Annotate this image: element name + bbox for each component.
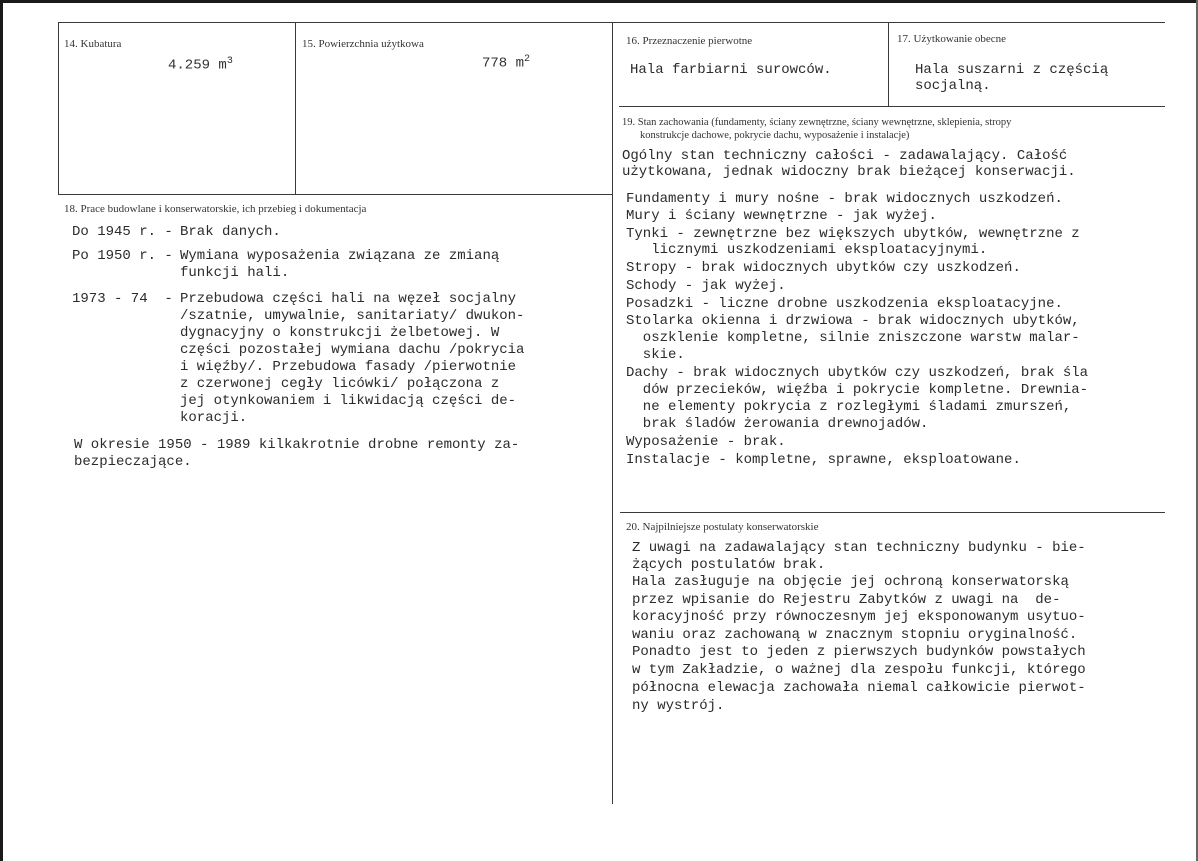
field-19-item-10: skie. — [626, 347, 685, 363]
grid-line-left — [58, 22, 59, 194]
field-19-item-8: Stolarka okienna i drzwiowa - brak widocznych ubytków, — [626, 313, 1080, 329]
field-20-line-8: w tym Zakładzie, o ważnej dla zespołu funkcji, którego — [632, 662, 1086, 678]
field-19-item-9: oszklenie kompletne, silnie zniszczone warstw malar- — [626, 330, 1080, 346]
field-20-line-1: Z uwagi na zadawalający stan techniczny budynku - bie- — [632, 540, 1086, 556]
field-20-line-3: Hala zasługuje na objęcie jej ochroną konserwatorską — [632, 574, 1069, 590]
field-18-entry-3-line-2: /szatnie, umywalnie, sanitariaty/ dwukon- — [180, 308, 525, 324]
field-19-intro-2: użytkowana, jednak widoczny brak bieżącej konserwacji. — [622, 164, 1076, 180]
grid-line-col3 — [888, 22, 889, 106]
field-18-entry-3-line-6: z czerwonej cegły licówki/ połączona z — [180, 376, 500, 392]
field-19-item-15: Wyposażenie - brak. — [626, 434, 786, 450]
field-14-value: 4.259 $m^3$ — [168, 56, 233, 74]
field-18-entry-3-line-7: jej otynkowaniem i likwidacją części de- — [180, 393, 517, 409]
field-19-item-12: dów przecieków, więźba i pokrycie kompletne. Drewnia- — [626, 382, 1089, 398]
field-20-line-10: ny wystrój. — [632, 698, 725, 714]
field-17-line-2: socjalną. — [915, 78, 991, 94]
field-18-entry-3-line-8: koracji. — [180, 410, 248, 426]
field-15-label: 15. Powierzchnia użytkowa — [302, 38, 424, 50]
field-18-entry-2-line-1: Wymiana wyposażenia związana ze zmianą — [180, 248, 500, 264]
field-17-label: 17. Użytkowanie obecne — [897, 33, 1007, 45]
field-18-label: 18. Prace budowlane i konserwatorskie, ich przebieg i dokumentacja — [64, 203, 367, 215]
field-19-item-14: brak śladów żerowania drewnojadów. — [626, 416, 929, 432]
field-17-line-1: Hala suszarni z częścią — [915, 62, 1109, 78]
field-18-entry-1-date: Do 1945 r. - — [72, 224, 173, 240]
field-19-item-6: Schody - jak wyżej. — [626, 278, 786, 294]
field-20-label: 20. Najpilniejsze postulaty konserwatorskie — [626, 521, 819, 533]
field-19-item-1: Fundamenty i mury nośne - brak widocznych uszkodzeń. — [626, 191, 1063, 207]
grid-line-field20-top — [620, 512, 1165, 513]
field-20-line-9: północna elewacja zachowała niemal całkowicie pierwot- — [632, 680, 1086, 696]
field-19-item-2: Mury i ściany wewnętrzne - jak wyżej. — [626, 208, 937, 224]
field-16-label: 16. Przeznaczenie pierwotne — [626, 35, 753, 47]
field-18-entry-3-line-5: i więźby/. Przebudowa fasady /pierwotnie — [180, 359, 517, 375]
field-20-line-2: żących postulatów brak. — [632, 557, 826, 573]
field-18-closing-2: bezpieczające. — [74, 454, 192, 470]
field-19-item-7: Posadzki - liczne drobne uszkodzenia eksploatacyjne. — [626, 296, 1063, 312]
field-20-line-7: Ponadto jest to jeden z pierwszych budynków powstałych — [632, 644, 1086, 660]
field-19-item-16: Instalacje - kompletne, sprawne, eksploatowane. — [626, 452, 1021, 468]
field-19-item-5: Stropy - brak widocznych ubytków czy uszkodzeń. — [626, 260, 1021, 276]
field-14-label: 14. Kubatura — [64, 38, 122, 50]
grid-line-col2 — [612, 22, 613, 804]
grid-line-field18-top — [58, 194, 612, 195]
field-19-item-4: licznymi uszkodzeniami eksploatacyjnymi. — [626, 242, 988, 258]
field-18-entry-1-line-1: Brak danych. — [180, 224, 281, 240]
field-20-line-4: przez wpisanie do Rejestru Zabytków z uwagi na de- — [632, 592, 1061, 608]
field-18-entry-3-line-4: części pozostałej wymiana dachu /pokrycia — [180, 342, 525, 358]
field-20-line-5: koracyjność przy równoczesnym jej eksponowanym usytuo- — [632, 609, 1086, 625]
field-18-entry-3-line-3: dygnacyjny o konstrukcji żelbetowej. W — [180, 325, 500, 341]
card-left-border — [0, 0, 3, 861]
field-19-label-line-2: konstrukcje dachowe, pokrycie dachu, wyposażenie i instalacje) — [640, 130, 910, 141]
field-20-line-6: waniu oraz zachowaną w znacznym stopniu oryginalność. — [632, 627, 1078, 643]
field-16-value: Hala farbiarni surowców. — [630, 62, 832, 78]
field-19-item-11: Dachy - brak widocznych ubytków czy uszkodzeń, brak śla — [626, 365, 1089, 381]
field-18-entry-2-date: Po 1950 r. - — [72, 248, 173, 264]
field-19-label-line-1: 19. Stan zachowania (fundamenty, ściany zewnętrzne, ściany wewnętrzne, sklepienia, stropy — [622, 117, 1012, 128]
field-19-intro-1: Ogólny stan techniczny całości - zadawalający. Całość — [622, 148, 1068, 164]
field-18-closing-1: W okresie 1950 - 1989 kilkakrotnie drobne remonty za- — [74, 437, 520, 453]
field-19-item-3: Tynki - zewnętrzne bez większych ubytków, wewnętrzne z — [626, 226, 1080, 242]
field-18-entry-2-line-2: funkcji hali. — [180, 265, 290, 281]
field-18-entry-3-line-1: Przebudowa części hali na węzeł socjalny — [180, 291, 517, 307]
field-18-entry-3-date: 1973 - 74 - — [72, 291, 173, 307]
grid-line-col1 — [295, 22, 296, 194]
field-19-item-13: ne elementy pokrycia z rozległymi śladami zmurszeń, — [626, 399, 1072, 415]
card-top-border — [0, 0, 1198, 3]
grid-line-field19-top — [619, 106, 1165, 107]
field-15-value: 778 $m^2$ — [482, 54, 531, 72]
